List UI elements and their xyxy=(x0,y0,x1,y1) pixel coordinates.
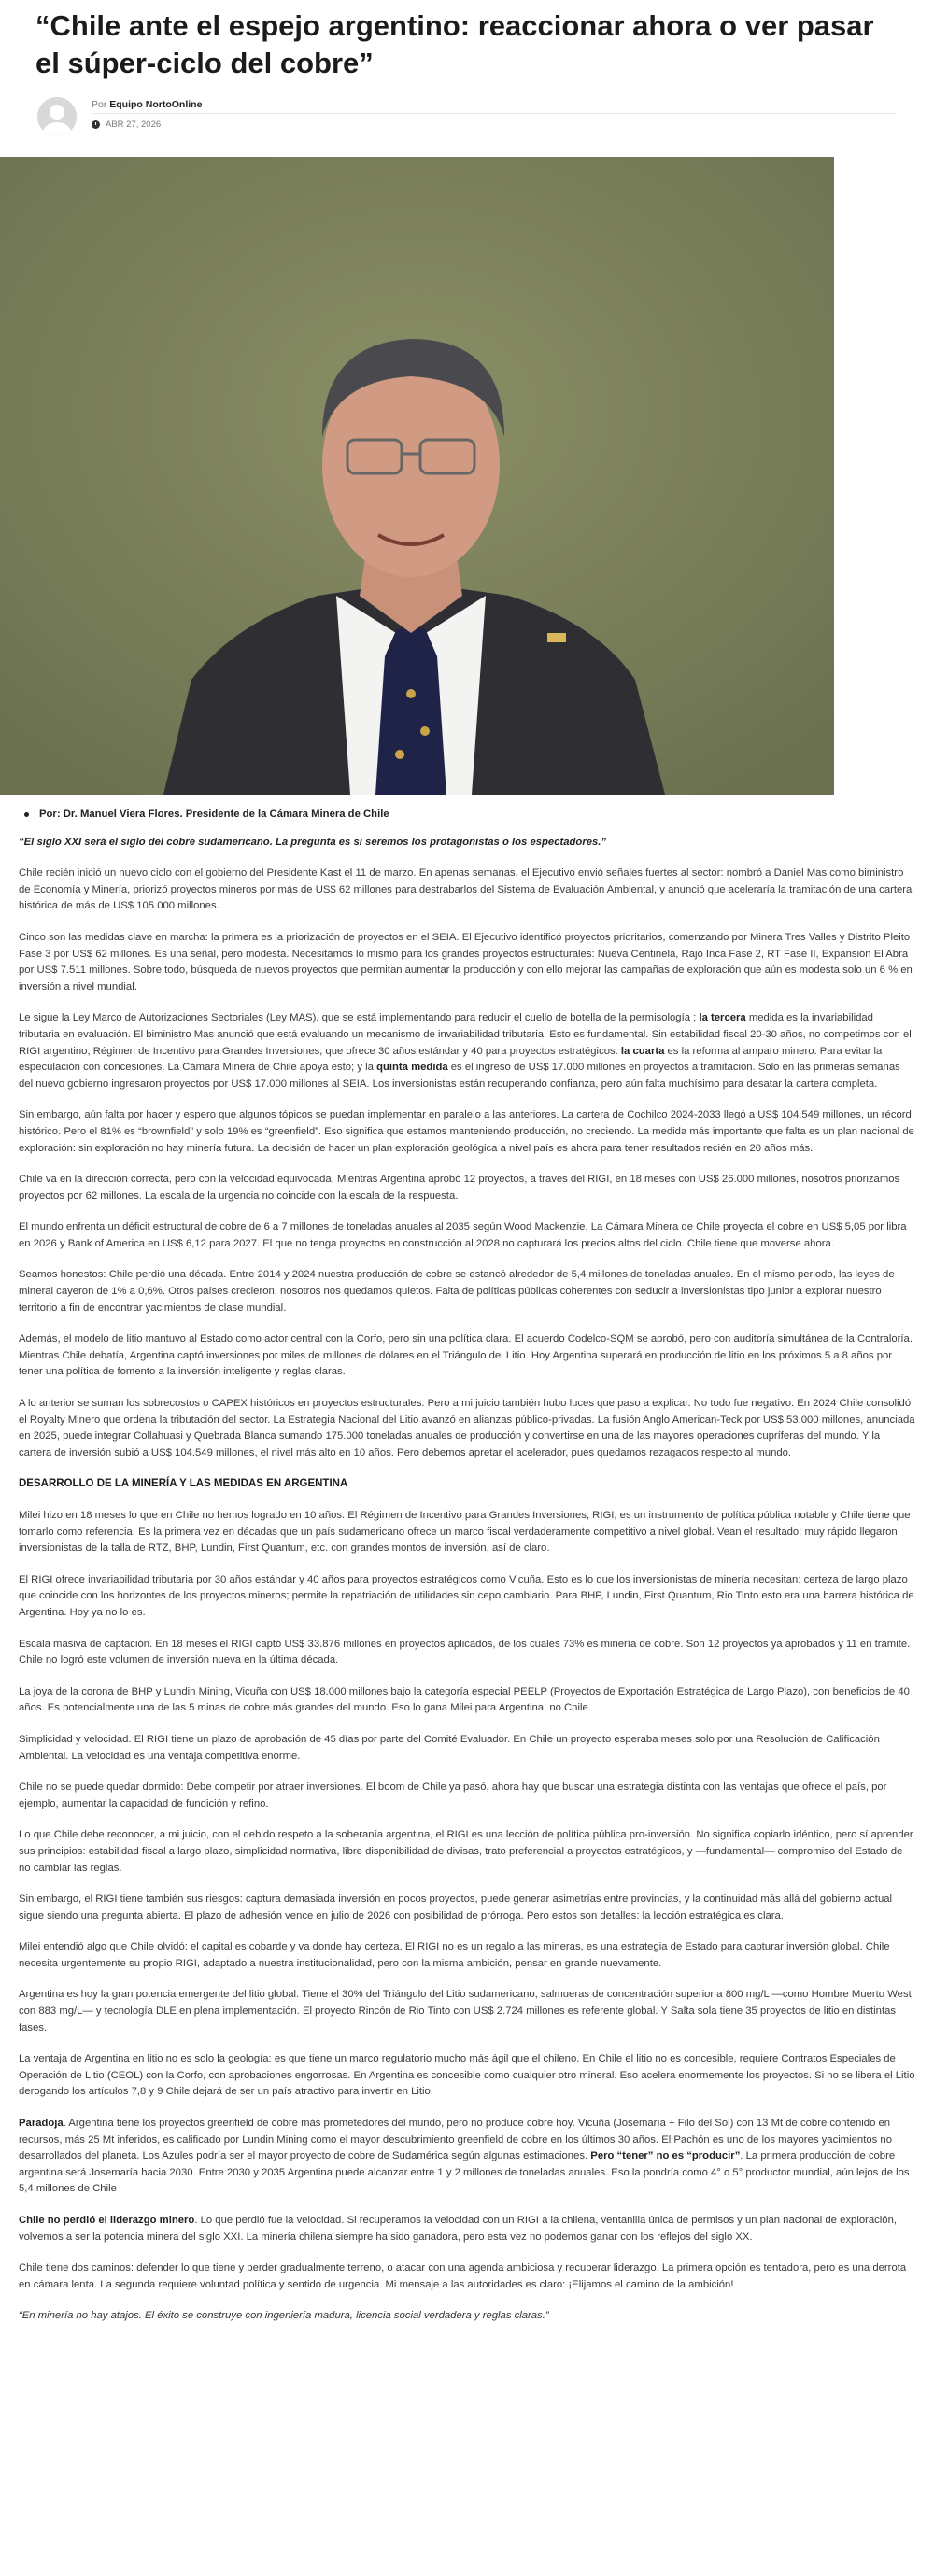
paragraph: La ventaja de Argentina en litio no es solo la geología: es que tiene un marco regulatorio mucho más ágil que el chileno. En Chile el litio no es concesible, requiere Contratos Especiales de Operación de Litio (CEOL) con la Corfo, con aprobaciones engorrosas. En Argentina es concesible como cualquier otro mineral. Eso acelera enormemente los proyectos. Si no se libera el Litio derogando los artículos 7,8 y 9 Chile dejará de ser un país atractivo para invertir en Litio. xyxy=(19,2053,915,2098)
article-body xyxy=(19,807,915,2340)
publish-date: ABR 27, 2026 xyxy=(106,120,162,130)
byline-author xyxy=(92,99,202,110)
article-title: “Chile ante el espejo argentino: reaccionar ahora o ver pasar el súper-ciclo del cobre” xyxy=(35,9,874,79)
paragraph: Chile no perdió el liderazgo minero. Lo que perdió fue la velocidad. Si recuperamos la velocidad con un RIGI a la chilena, ventanilla única de permisos y un plan nacional de exploración, volvemos a ser la potencia minera del siglo XXI. La minería chilena siempre ha sido ganadora, pero esta vez no podemos ganar con los reflejos del siglo XX. xyxy=(19,2215,898,2243)
portrait-image xyxy=(0,157,834,795)
paragraph: Además, el modelo de litio mantuvo al Estado como actor central con la Corfo, pero sin una política clara. El acuerdo Codelco-SQM se aprobó, pero con auditoría simultánea de la Contraloría. Mientras Chile debatía, Argentina captó inversiones por miles de millones de dólares en el Triángulo del Litio. Hoy Argentina superará en producción de litio en los próximos 5 a 8 años por tener una política de fomento a la inversión inteligente y reglas claras. xyxy=(19,1333,913,1378)
paragraph: El mundo enfrenta un déficit estructural de cobre de 6 a 7 millones de toneladas anuales al 2035 según Wood Mackenzie. La Cámara Minera de Chile proyecta el cobre en US$ 5,05 por libra en 2026 y Bank of America en US$ 6,12 para 2027. El que no tenga proyectos en construcción al 2028 no capturará los precios altos del ciclo. Chile tiene que moverse ahora. xyxy=(19,1221,907,1249)
paragraph: Sin embargo, aún falta por hacer y espero que algunos tópicos se puedan implementar en paralelo a las anteriores. La cartera de Cochilco 2024-2033 llegó a US$ 104.549 millones, un récord histórico. Pero el 81% es “brownfield” y solo 19% es “greenfield”. Eso significa que estamos manteniendo producción, no creciendo. La medida más importante que falta es un plan nacional de exploración: sin exploración no hay minería futura. La decisión de hacer un plan exploración geológica a nivel país es ahora para tener resultados recién en 20 años más. xyxy=(19,1109,914,1154)
paragraph: Argentina es hoy la gran potencia emergente del litio global. Tiene el 30% del Triángulo del Litio sudamericano, salmueras de concentración superior a 800 mg/L —como Hombre Muerto West con 883 mg/L— y tecnología DLE en plena implementación. El proyecto Rincón de Rio Tinto con US$ 2.724 millones es referente global. Y Salta sola tiene 35 proyectos de litio en distintas fases. xyxy=(19,1989,912,2034)
by-prefix: Por xyxy=(92,99,107,110)
paragraph: Milei hizo en 18 meses lo que en Chile no hemos logrado en 10 años. El Régimen de Incentivo para Grandes Inversiones, RIGI, es un instrumento de política pública notable y Chile tiene que tomarlo como referencia. Es la primera vez en décadas que un país sudamericano ofrece un marco fiscal verdaderamente competitivo a nivel global. Vean el resultado: muy rápido llegaron inversionistas de la talla de RTZ, BHP, Lundin, First Quantum, etc. con grandes montos de inversión, así de claro. xyxy=(19,1510,911,1555)
paragraph: Chile tiene dos caminos: defender lo que tiene y perder gradualmente terreno, o atacar con una agenda ambiciosa y recuperar liderazgo. La primera opción es tentadora, pero es una derrota en cámara lenta. La segunda requiere voluntad política y sentido de urgencia. Mi mensaje a las autoridades es claro: ¡Elijamos el camino de la ambición! xyxy=(19,2262,907,2290)
closing-quote: “En minería no hay atajos. El éxito se construye con ingeniería madura, licencia social verdadera y reglas claras.” xyxy=(19,2310,549,2322)
paragraph: Paradoja. Argentina tiene los proyectos greenfield de cobre más prometedores del mundo, pero no produce cobre hoy. Vicuña (Josemaría + Filo del Sol) con 13 Mt de cobre contenido en recursos, más 25 Mt inferidos, es calificado por Lundin Mining como el mayor descubrimiento greenfield de cobre en los últimos 30 años. El Pachón es uno de los mayores yacimientos no desarrollados del planeta. Los Azules podría ser el mayor proyecto de cobre de Sudamérica según algunas estimaciones. Pero “tener” no es “producir”. La primera producción de cobre argentina será Josemaría hacia 2030. Entre 2030 y 2035 Argentina puede alcanzar entre 1 y 2 millones de toneladas anuales. Eso la pondría como 4° o 5° productor mundial, aún lejos de los 5,4 millones de Chile xyxy=(19,2118,910,2195)
section-heading: DESARROLLO DE LA MINERÍA Y LAS MEDIDAS EN ARGENTINA xyxy=(19,1478,348,1490)
paragraph: A lo anterior se suman los sobrecostos o CAPEX históricos en proyectos estructurales. Pero a mi juicio también hubo luces que paso a explicar. No todo fue negativo. En 2024 Chile consolidó el Royalty Minero que ordena la tributación del sector. La Estrategia Nacional del Litio avanzó en alianzas público-privadas. La fusión Anglo American-Teck por US$ 53.000 millones, anunciada en 2025, puede integrar Collahuasi y Quebrada Blanca sumando 175.000 toneladas anuales de producción y convertirse en una de las mayores operaciones cupríferas del mundo. Y la cartera de inversión subió a US$ 104.549 millones, el nivel más alto en 10 años. Pero debemos apretar el acelerador, pues quedamos rezagados respecto al mundo. xyxy=(19,1398,915,1458)
paragraph: Cinco son las medidas clave en marcha: la primera es la priorización de proyectos en el SEIA. El Ejecutivo identificó proyectos prioritarios, comenzando por Minera Tres Valles y Distrito Pleito Fase 3 por US$ 62 millones. Es una señal, pero modesta. Necesitamos lo mismo para los grandes proyectos estructurales: Nueva Centinela, Rajo Inca Fase 2, RT Fase II, Expansión El Abra por US$ 7.511 millones. Sobre todo, búsqueda de nuevos proyectos que permitan aumentar la producción y con ello mejorar las campañas de exploración que aún es modesta solo un 6 % en inversión a nivel mundial. xyxy=(19,931,913,992)
paragraph: Chile recién inició un nuevo ciclo con el gobierno del Presidente Kast el 11 de marzo. En apenas semanas, el Ejecutivo envió señales fuertes al sector: nombró a Daniel Mas como biministro de Economía y Minería, priorizó proyectos mineros por más de US$ 62 millones para destrabarlos del Sistema de Evaluación Ambiental, y anunció que aceleraría la tramitación de una cartera histórica de más de US$ 105.000 millones. xyxy=(19,867,913,912)
paragraph: Escala masiva de captación. En 18 meses el RIGI captó US$ 33.876 millones en proyectos aplicados, de los cuales 73% es minería de cobre. Son 12 proyectos ya aprobados y 11 en trámite. Chile no logró este volumen de inversión nueva en la última década. xyxy=(19,1638,911,1667)
paragraph: La joya de la corona de BHP y Lundin Mining, Vicuña con US$ 18.000 millones bajo la categoría especial PEELP (Proyectos de Exportación Estratégica de Largo Plazo), con beneficios de 40 años. Es potencialmente una de las 5 minas de cobre más grandes del mundo. Eso lo gana Milei para Argentina, no Chile. xyxy=(19,1685,910,1714)
paragraph: Milei entendió algo que Chile olvidó: el capital es cobarde y va donde hay certeza. El RIGI no es un regalo a las mineras, es una estrategia de Estado para capturar inversión global. Chile necesita urgentemente su propio RIGI, adaptado a nuestra institucionalidad, pero con la misma ambición, pensar en grande nuevamente. xyxy=(19,1941,890,1969)
byline-divider xyxy=(92,113,897,114)
author-link[interactable]: Equipo NortoOnline xyxy=(109,99,203,110)
clock-icon xyxy=(92,120,100,129)
paragraph: Le sigue la Ley Marco de Autorizaciones Sectoriales (Ley MAS), que se está implementando para reducir el cuello de botella de la permisología ; la tercera medida es la invariabilidad tributaria en evaluación. El biministro Mas anunció que está evaluando un mecanismo de invariabilidad tributaria. Esto es fundamental. Sin estabilidad fiscal 20-30 años, no competimos con el RIGI argentino, Régimen de Incentivo para Grandes Inversiones, que ofrece 30 años estándar y 40 para proyectos estratégicos: la cuarta es la reforma al amparo minero. Para evitar la especulación con concesiones. La Cámara Minera de Chile apoya esto; y la quinta medida es el ingreso de US$ 17.000 millones en proyectos a tramitación. Solo en las primeras semanas del nuevo gobierno ingresaron proyectos por US$ 17.000 millones al SEIA. Los inversionistas están recuperando confianza, pero aún falta muchísimo para desatar la cartera completa. xyxy=(19,1012,912,1090)
byline xyxy=(37,97,897,140)
author-credit-label: Por: xyxy=(39,809,61,820)
paragraph: Sin embargo, el RIGI tiene también sus riesgos: captura demasiada inversión en pocos proyectos, puede generar asimetrías entre provincias, y la continuidad más allá del gobierno actual sigue siendo una pregunta abierta. El plazo de adhesión vence en julio de 2026 con posibilidad de prórroga. Pero estos son detalles: la lección estratégica es clara. xyxy=(19,1893,893,1921)
paragraph: El RIGI ofrece invariabilidad tributaria por 30 años estándar y 40 años para proyectos estratégicos como Vicuña. Esto es lo que los inversionistas de minería necesitan: certeza de largo plazo que coincide con los horizontes de los proyectos mineros; permite la repatriación de utilidades sin cepo cambiario. Para BHP, Lundin, First Quantum, Rio Tinto esto era una barrera histórica de Argentina. Hoy ya no lo es. xyxy=(19,1573,914,1618)
byline-date xyxy=(92,120,161,130)
paragraph: Chile no se puede quedar dormido: Debe competir por atraer inversiones. El boom de Chile ya pasó, ahora hay que buscar una estrategia distinta con las ventajas que ofrece el país, por ejemplo, aumentar la capacidad de fundición y refino. xyxy=(19,1781,887,1809)
author-credit xyxy=(19,807,915,823)
paragraph: Lo que Chile debe reconocer, a mi juicio, con el debido respeto a la soberanía argentina, el RIGI es una lección de política pública pro-inversión. No significa copiarlo idéntico, pero sí aprender sus principios: estabilidad fiscal a largo plazo, simplicidad normativa, libre disponibilidad de divisas, trato preferencial a proyectos estratégicos, y —fundamental— compromiso del Estado de no cambiar las reglas. xyxy=(19,1829,913,1874)
author-avatar-icon[interactable] xyxy=(37,97,77,136)
paragraph: Seamos honestos: Chile perdió una década. Entre 2014 y 2024 nuestra producción de cobre se estancó alrededor de 5,4 millones de toneladas anuales. En el mismo periodo, las leyes de mineral cayeron de 1% a 0,6%. Otros países crecieron, nosotros nos quedamos quietos. Falta de políticas públicas coherentes con seducir a inversionistas tipo junior a explorar nuestro territorio a fin de encontrar yacimientos de clase mundial. xyxy=(19,1269,895,1314)
paragraph: Simplicidad y velocidad. El RIGI tiene un plazo de aprobación de 45 días por parte del Comité Evaluador. En Chile un proyecto esperaba meses solo por una Resolución de Calificación Ambiental. La velocidad es una ventaja competitiva enorme. xyxy=(19,1733,880,1762)
opening-quote: “El siglo XXI será el siglo del cobre sudamericano. La pregunta es si seremos los protagonistas o los espectadores.” xyxy=(19,836,607,848)
author-credit-text: Dr. Manuel Viera Flores. Presidente de la Cámara Minera de Chile xyxy=(63,809,389,820)
paragraph: Chile va en la dirección correcta, pero con la velocidad equivocada. Mientras Argentina aprobó 12 proyectos, a través del RIGI, en 18 meses con US$ 26.000 millones, nosotros priorizamos proyectos por 62 millones. La escala de la urgencia no coincide con la escala de la respuesta. xyxy=(19,1174,900,1202)
